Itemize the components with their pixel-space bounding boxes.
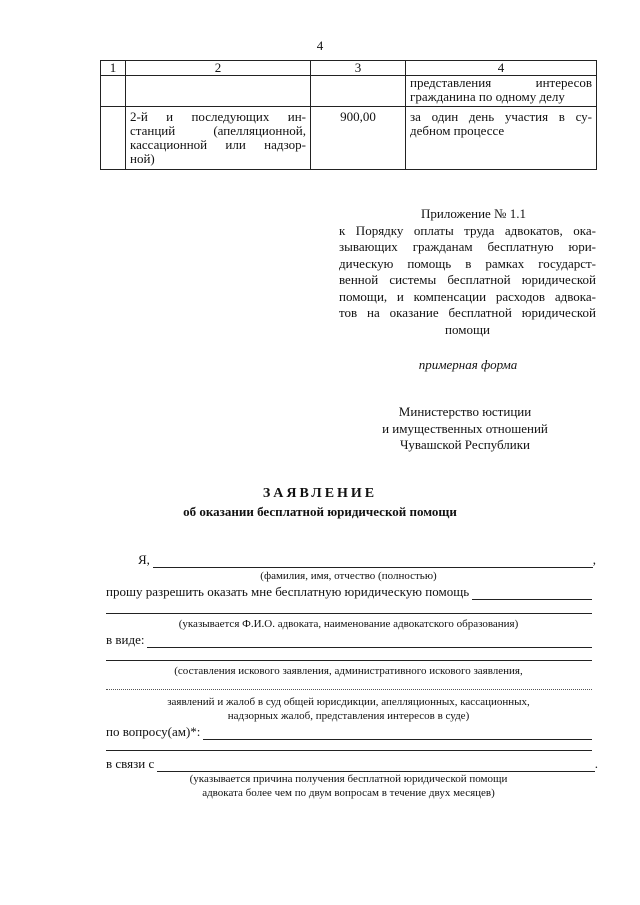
appendix-line: тов на оказание бесплатной юридической: [339, 305, 596, 320]
addressee-line: Чувашской Республики: [399, 437, 531, 452]
cell-line: гражданина по одному делу: [410, 89, 565, 104]
form-of-help-hint: заявлений и жалоб в суд общей юрисдикции, апелляционных, кассационных,: [167, 696, 530, 708]
cell-line: станций (апелляционной,: [130, 123, 306, 138]
statement-title: ЗАЯВЛЕНИЕ: [262, 486, 378, 501]
appendix-line: к Порядку оплаты труда адвокатов, ока-: [339, 222, 596, 238]
lawyer-hint: (указывается Ф.И.О. адвоката, наименование адвокатского образования): [178, 618, 519, 630]
cell-line: ной): [130, 151, 155, 166]
request-row: [106, 584, 592, 600]
reason-hint: (указывается причина получения бесплатной юридической помощи: [189, 773, 508, 785]
addressee-line: Министерство юстиции: [398, 404, 532, 419]
cell-line: представления интересов: [410, 75, 592, 90]
addressee: [360, 404, 570, 454]
appendix-block: [339, 206, 596, 338]
punctuation: ,: [592, 552, 596, 567]
appendix-title: Приложение № 1.1: [421, 206, 526, 221]
reason-field[interactable]: [157, 759, 595, 772]
question-field[interactable]: [203, 727, 592, 740]
table-header-row: [101, 61, 597, 76]
applicant-label: Я,: [138, 552, 150, 567]
lawyer-field[interactable]: [106, 613, 592, 614]
request-field[interactable]: [472, 587, 592, 600]
form-of-help-hint: надзорных жалоб, представления интересов в суде): [227, 710, 470, 722]
cell-line: за один день участия в су-: [410, 109, 592, 124]
reason-hint: адвоката более чем по двум вопросам в течение двух месяцев): [202, 787, 495, 799]
applicant-name-field[interactable]: [153, 555, 593, 568]
form-of-help-field-2[interactable]: [106, 660, 592, 661]
addressee-line: и имущественных отношений: [382, 420, 548, 436]
punctuation: .: [594, 756, 598, 771]
applicant-name-hint: (фамилия, имя, отчество (полностью): [260, 570, 437, 582]
cell-line: дебном процессе: [410, 123, 505, 138]
applicant-name-row: [138, 552, 596, 568]
question-row: [106, 724, 592, 740]
table-cell: [406, 76, 597, 107]
appendix-line: помощи: [445, 321, 490, 337]
table-header-cell: 1: [101, 61, 126, 76]
table-header-cell: 3: [311, 61, 406, 76]
table-row: [101, 107, 597, 170]
form-of-help-row: [106, 632, 592, 648]
cell-line: 2-й и последующих ин-: [130, 109, 306, 124]
appendix-line: дическую помощь в рамках государст-: [339, 255, 596, 271]
reason-row: [106, 756, 598, 772]
form-of-help-field[interactable]: [147, 635, 592, 648]
reason-label: в связи с: [106, 756, 155, 771]
page-number: 4: [316, 38, 324, 53]
cell-line: кассационной или надзор-: [130, 137, 306, 152]
request-label: прошу разрешить оказать мне бесплатную юридическую помощь: [106, 584, 470, 599]
form-type-label: примерная форма: [418, 357, 518, 372]
form-of-help-hint: (составления искового заявления, административного искового заявления,: [174, 665, 523, 677]
appendix-line: венной системы бесплатной юридической: [339, 272, 596, 287]
table-cell-amount: 900,00: [311, 107, 406, 170]
table-header-cell: 2: [126, 61, 311, 76]
table-row: [101, 76, 597, 107]
form-of-help-label: в виде:: [106, 632, 145, 647]
table-header-cell: 4: [406, 61, 597, 76]
question-label: по вопросу(ам)*:: [106, 724, 201, 739]
table-cell: [126, 107, 311, 170]
statement-subtitle: об оказании бесплатной юридической помощи: [183, 504, 457, 519]
form-of-help-field-3[interactable]: [106, 689, 592, 690]
appendix-line: помощи, и компенсации расходов адвока-: [339, 288, 596, 304]
question-field-2[interactable]: [106, 750, 592, 751]
table-cell: [406, 107, 597, 170]
fee-table: [100, 60, 597, 170]
appendix-line: зывающих гражданам бесплатную юри-: [339, 239, 596, 254]
